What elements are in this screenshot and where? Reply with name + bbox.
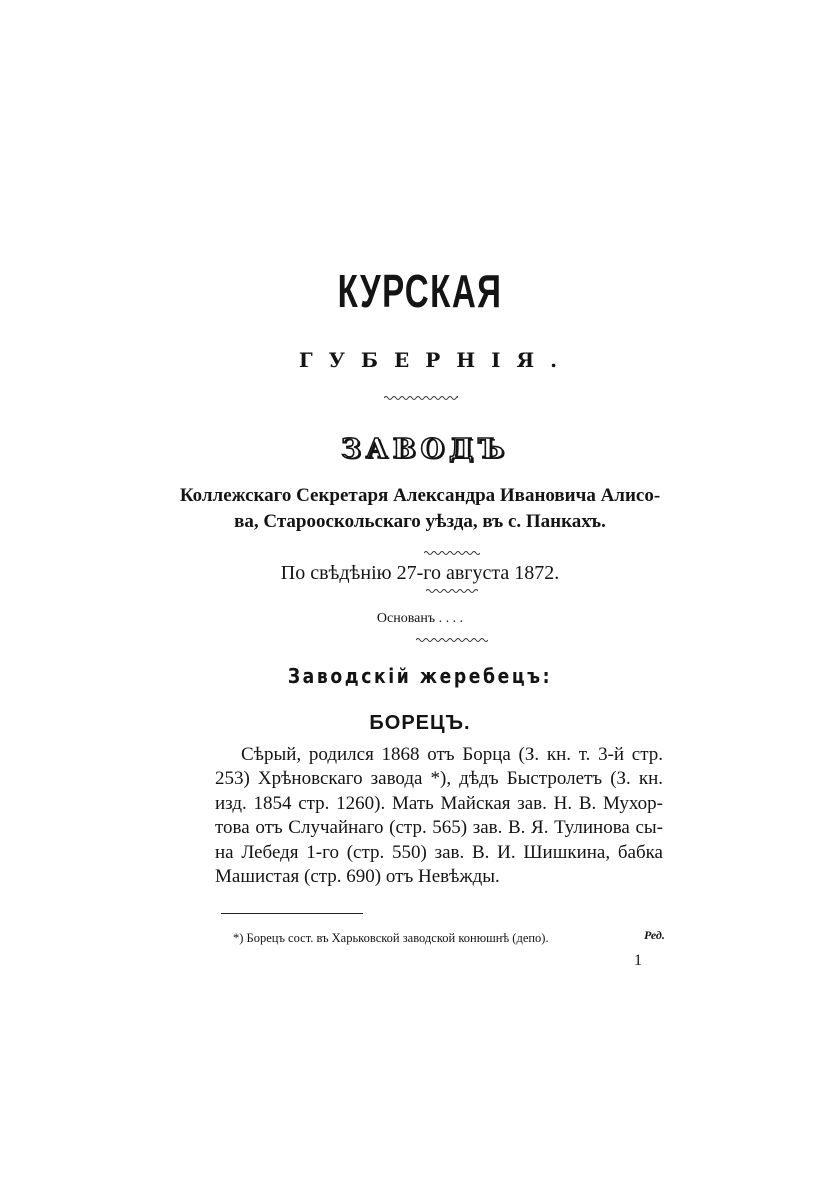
- wavy-divider-3: [426, 588, 478, 594]
- stallion-header: Заводскій жеребецъ:: [287, 664, 553, 688]
- wavy-divider-1: [384, 395, 458, 401]
- footnote: *) Борецъ сост. въ Харьковской заводской конюшнѣ (депо).: [233, 931, 549, 945]
- description-line: на Лебедя 1-го (стр. 550) зав. В. И. Шишкина, бабка: [215, 841, 663, 863]
- description-line: 253) Хрѣновскаго завода *), дѣдъ Быстролетъ (З. кн.: [215, 768, 663, 790]
- section-heading: ЗАВОДЪ: [341, 434, 509, 465]
- horse-description: [215, 743, 663, 889]
- wavy-divider-4: [416, 637, 488, 643]
- page-number: 1: [634, 952, 642, 969]
- editor-mark: Ред.: [644, 928, 665, 942]
- description-line: Машистая (стр. 690) отъ Невѣжды.: [215, 865, 500, 887]
- page-title: КУРСКАЯ: [337, 265, 503, 317]
- owner-line-1: Коллежскаго Секретаря Александра Ивановича Алисо-: [179, 485, 661, 506]
- owner-line-2: ва, Старооскольскаго уѣзда, въ с. Панкахъ.: [234, 511, 606, 532]
- description-line: Сѣрый, родился 1868 отъ Борца (З. кн. т. 3-й стр.: [241, 744, 663, 765]
- date-line: По свѣдѣнію 27-го августа 1872.: [280, 562, 560, 584]
- description-line: това отъ Случайнаго (стр. 565) зав. В. Я. Тулинова сы-: [215, 817, 663, 839]
- description-line: изд. 1854 стр. 1260). Мать Майская зав. Н. В. Мухор-: [215, 792, 663, 814]
- founded-line: Основанъ . . . .: [376, 611, 464, 626]
- footnote-divider: [221, 913, 363, 914]
- horse-name: БОРЕЦЪ.: [369, 712, 471, 734]
- page-subtitle: ГУБЕРНІЯ.: [298, 348, 574, 372]
- wavy-divider-2: [424, 550, 480, 556]
